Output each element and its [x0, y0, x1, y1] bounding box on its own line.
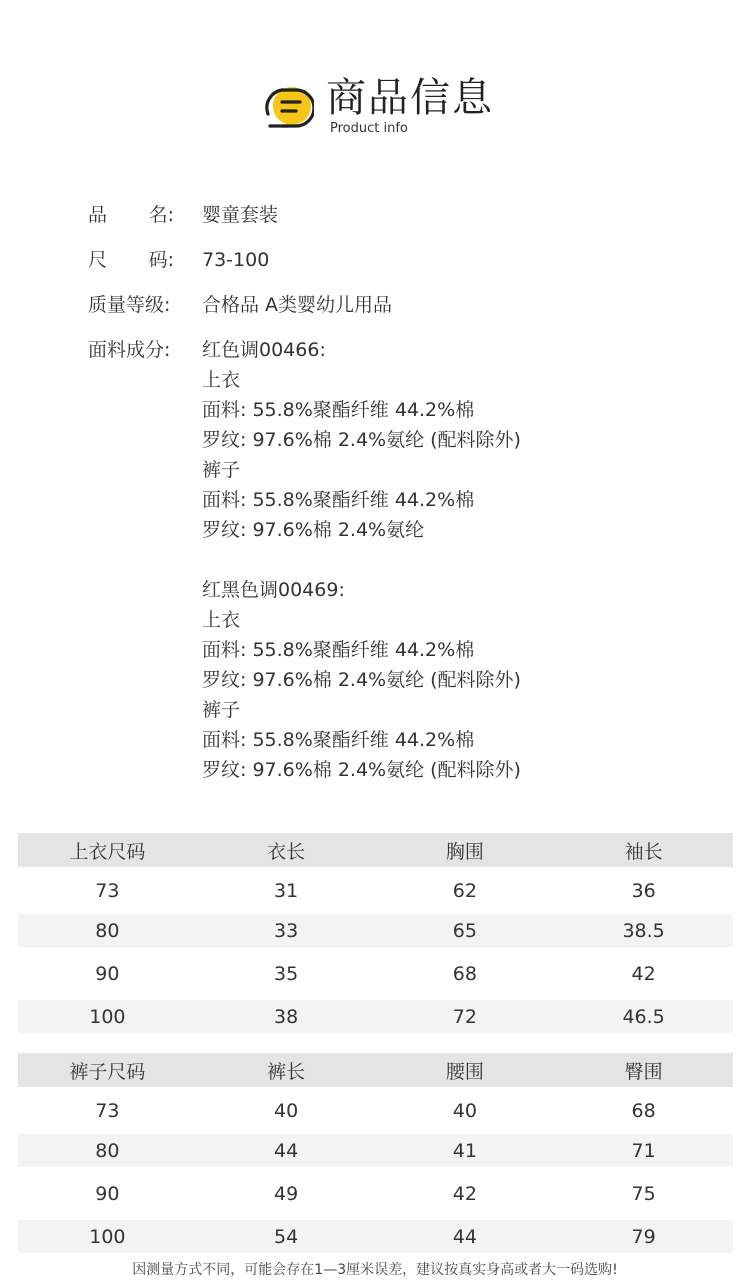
table-header-cell: 上衣尺码	[69, 840, 146, 863]
table-cell: 62	[452, 879, 477, 902]
table-cell: 44	[274, 1139, 299, 1162]
table-cell: 40	[274, 1099, 299, 1122]
table-row	[18, 1087, 733, 1134]
table-cell: 42	[452, 1182, 477, 1205]
table-header-row	[18, 833, 733, 867]
fabric-line: 面料: 55.8%聚酯纤维 44.2%棉	[202, 639, 475, 661]
fabric-line: 面料: 55.8%聚酯纤维 44.2%棉	[202, 729, 475, 751]
fabric-line: 面料: 55.8%聚酯纤维 44.2%棉	[202, 489, 475, 511]
table-cell: 42	[631, 962, 656, 985]
info-value-size: 73-100	[202, 249, 270, 271]
table-cell: 100	[89, 1005, 126, 1028]
fabric-line: 罗纹: 97.6%棉 2.4%氨纶 (配料除外)	[202, 669, 521, 691]
table-cell: 75	[631, 1182, 656, 1205]
label-part: 名:	[148, 204, 174, 226]
table-cell: 71	[631, 1139, 656, 1162]
table-cell: 40	[452, 1099, 477, 1122]
fabric-line: 红色调00466:	[202, 339, 326, 361]
table-row	[18, 947, 733, 1000]
fabric-line: 罗纹: 97.6%棉 2.4%氨纶	[202, 519, 425, 541]
info-row-name	[88, 200, 728, 230]
table-cell: 73	[95, 1099, 120, 1122]
fabric-line: 红黑色调00469:	[202, 579, 345, 601]
fabric-line: 裤子	[202, 459, 241, 481]
table-cell: 36	[631, 879, 656, 902]
document-list-icon	[262, 84, 314, 132]
table-cell: 49	[274, 1182, 299, 1205]
label-part: 码:	[148, 249, 174, 271]
table-cell: 79	[631, 1225, 656, 1248]
table-cell: 41	[452, 1139, 477, 1162]
info-row-size	[88, 245, 728, 275]
info-label-fabric: 面料成分:	[88, 339, 171, 361]
table-cell: 38	[274, 1005, 299, 1028]
table-header-cell: 腰围	[445, 1060, 484, 1083]
table-cell: 100	[89, 1225, 126, 1248]
table-header-row	[18, 1053, 733, 1087]
table-cell: 80	[95, 919, 120, 942]
info-row-fabric	[88, 335, 728, 785]
table-row	[18, 867, 733, 914]
table-header-cell: 裤子尺码	[69, 1060, 146, 1083]
top-size-table	[18, 833, 733, 1033]
table-cell: 72	[452, 1005, 477, 1028]
table-cell: 38.5	[622, 919, 665, 942]
page-title: 商品信息	[326, 75, 494, 121]
page-subtitle: Product info	[330, 121, 408, 136]
table-row	[18, 1220, 733, 1253]
fabric-line: 上衣	[202, 609, 241, 631]
table-cell: 35	[274, 962, 299, 985]
table-row	[18, 1134, 733, 1167]
table-header-cell: 袖长	[624, 840, 663, 863]
table-cell: 80	[95, 1139, 120, 1162]
table-cell: 68	[452, 962, 477, 985]
table-cell: 44	[452, 1225, 477, 1248]
product-info	[88, 200, 728, 800]
table-cell: 73	[95, 879, 120, 902]
info-value-name: 婴童套装	[202, 204, 279, 226]
table-cell: 46.5	[622, 1005, 665, 1028]
table-header-cell: 胸围	[445, 840, 484, 863]
table-cell: 90	[95, 1182, 120, 1205]
fabric-gap	[202, 545, 521, 575]
table-cell: 54	[274, 1225, 299, 1248]
table-row	[18, 914, 733, 947]
table-header-cell: 裤长	[267, 1060, 306, 1083]
pants-size-table	[18, 1053, 733, 1253]
section-header	[262, 70, 502, 140]
fabric-line: 上衣	[202, 369, 241, 391]
table-cell: 65	[452, 919, 477, 942]
label-part: 品	[88, 204, 108, 226]
info-label-name	[88, 200, 174, 230]
info-value-grade: 合格品 A类婴幼儿用品	[202, 294, 393, 316]
fabric-line: 罗纹: 97.6%棉 2.4%氨纶 (配料除外)	[202, 429, 521, 451]
table-cell: 31	[274, 879, 299, 902]
table-cell: 68	[631, 1099, 656, 1122]
fabric-line: 面料: 55.8%聚酯纤维 44.2%棉	[202, 399, 475, 421]
table-cell: 33	[274, 919, 299, 942]
table-header-cell: 衣长	[267, 840, 306, 863]
table-row	[18, 1000, 733, 1033]
info-label-size	[88, 245, 174, 275]
label-part: 尺	[88, 249, 108, 271]
measurement-note: 因测量方式不同，可能会存在1—3厘米误差，建议按真实身高或者大一码选购!	[132, 1262, 618, 1278]
info-row-grade	[88, 290, 728, 320]
fabric-line: 罗纹: 97.6%棉 2.4%氨纶 (配料除外)	[202, 759, 521, 781]
info-label-grade: 质量等级:	[88, 294, 171, 316]
fabric-line: 裤子	[202, 699, 241, 721]
table-cell: 90	[95, 962, 120, 985]
table-header-cell: 臀围	[624, 1060, 663, 1083]
table-row	[18, 1167, 733, 1220]
info-value-fabric	[202, 335, 521, 785]
